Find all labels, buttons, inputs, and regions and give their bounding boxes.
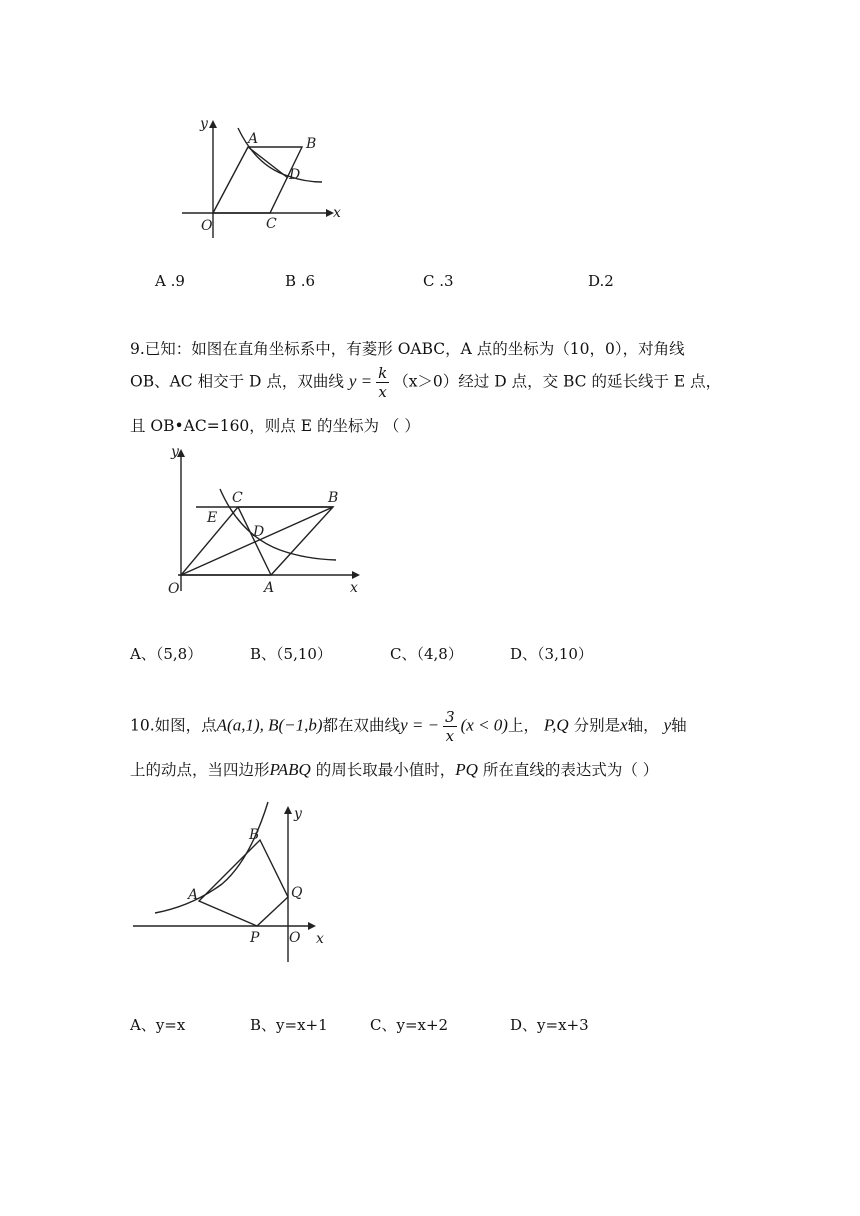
q10-option-a: A、y=x — [130, 1016, 186, 1034]
q10-line2-a: 上的动点，当四边形 — [130, 761, 270, 779]
q10-line1-b: 都在双曲线 — [322, 716, 401, 735]
q9-figure — [160, 443, 370, 598]
q9-option-c: C、（4,8） — [390, 645, 463, 663]
q9-x-arrow — [352, 571, 360, 579]
q9-label-b: B — [328, 490, 339, 506]
q9-line2-post: （x＞0）经过 D 点，交 BC 的延长线于 E 点， — [393, 372, 722, 391]
q10-frac-den: x — [445, 727, 455, 745]
q10-line1-c: 上， — [507, 716, 539, 735]
q10-label-x: x — [316, 931, 324, 947]
q9-option-b: B、（5,10） — [250, 645, 332, 663]
q8-label-c: C — [266, 216, 277, 232]
q9-line2-pre: OB、AC 相交于 D 点，双曲线 — [130, 372, 344, 391]
q10-line2-b: 的周长取最小值时， — [315, 761, 456, 779]
q10-line1-d: 分别是 — [573, 716, 621, 735]
q10-line1-e: 轴， — [627, 716, 659, 735]
q9-label-c: C — [232, 490, 243, 506]
q10-frac-num: 3 — [445, 708, 455, 726]
q10-line1-a: 10.如图，点 — [130, 716, 217, 735]
q10-option-b: B、y=x+1 — [250, 1016, 328, 1034]
q10-label-b: B — [249, 827, 260, 843]
q10-text-line-2 — [130, 758, 658, 780]
q10-math-pabq: PABQ — [269, 760, 311, 779]
q9-label-y: y — [171, 444, 179, 460]
q9-option-d: D、（3,10） — [510, 645, 593, 663]
q10-label-p: P — [250, 930, 260, 946]
q9-frac-den: x — [378, 383, 387, 401]
q9-label-d: D — [253, 524, 265, 540]
q9-text-line-3: 且 OB•AC=160，则点 E 的坐标为 （ ） — [130, 417, 420, 435]
q8-option-c: C .3 — [423, 272, 454, 290]
q10-figure — [130, 800, 340, 968]
q10-line2-c: 所在直线的表达式为（ ） — [482, 761, 659, 779]
q9-label-a: A — [264, 580, 275, 596]
q10-option-d: D、y=x+3 — [510, 1016, 589, 1034]
q10-label-o: O — [289, 930, 301, 946]
q10-y-arrow — [284, 806, 292, 814]
q8-option-a: A .9 — [155, 272, 185, 290]
q10-line1-f: 轴 — [671, 716, 687, 735]
q10-math-points: A(a,1), B(−1,b) — [216, 715, 323, 735]
q10-quadrilateral-pabq — [199, 840, 288, 926]
q8-option-b: B .6 — [285, 272, 316, 290]
q10-label-q: Q — [291, 885, 303, 901]
q10-fraction-3-over-x — [443, 708, 457, 745]
q10-math-y-equals: y = − — [400, 715, 440, 735]
q9-text-line-1: 9.已知：如图在直角坐标系中，有菱形 OABC，A 点的坐标为（10，0），对角线 — [130, 340, 685, 358]
q9-diagonal-ob — [181, 507, 333, 575]
q9-diagonal-ac — [238, 507, 271, 575]
q9-text-line-2 — [130, 364, 721, 401]
q8-label-x: x — [333, 205, 341, 221]
q10-x-arrow — [308, 922, 316, 930]
q10-math-pq-line: PQ — [455, 760, 478, 779]
q8-label-d: D — [289, 167, 301, 183]
q8-y-arrow — [209, 120, 217, 128]
q8-label-y: y — [200, 116, 208, 132]
q9-label-x: x — [350, 580, 358, 596]
q9-label-e: E — [207, 510, 218, 526]
q9-fraction-k-over-x — [376, 364, 389, 401]
q10-math-pq: P,Q — [543, 715, 569, 735]
q10-text-line-1 — [130, 708, 687, 745]
q9-label-o: O — [168, 581, 180, 597]
q10-math-domain: (x < 0) — [460, 715, 508, 735]
q10-math-x: x — [620, 715, 628, 735]
q8-label-o: O — [201, 218, 213, 234]
q10-math-y: y — [663, 715, 672, 735]
q9-option-a: A、（5,8） — [130, 645, 203, 663]
q10-hyperbola — [155, 802, 268, 913]
q9-frac-num: k — [378, 364, 388, 382]
q8-figure — [170, 110, 350, 245]
q10-label-y: y — [294, 806, 302, 822]
q8-label-b: B — [306, 136, 317, 152]
q9-y-equals: y = — [348, 371, 373, 391]
q8-option-d: D.2 — [588, 272, 614, 290]
q8-label-a: A — [248, 131, 259, 147]
q10-option-c: C、y=x+2 — [370, 1016, 449, 1034]
q10-label-a: A — [188, 887, 199, 903]
